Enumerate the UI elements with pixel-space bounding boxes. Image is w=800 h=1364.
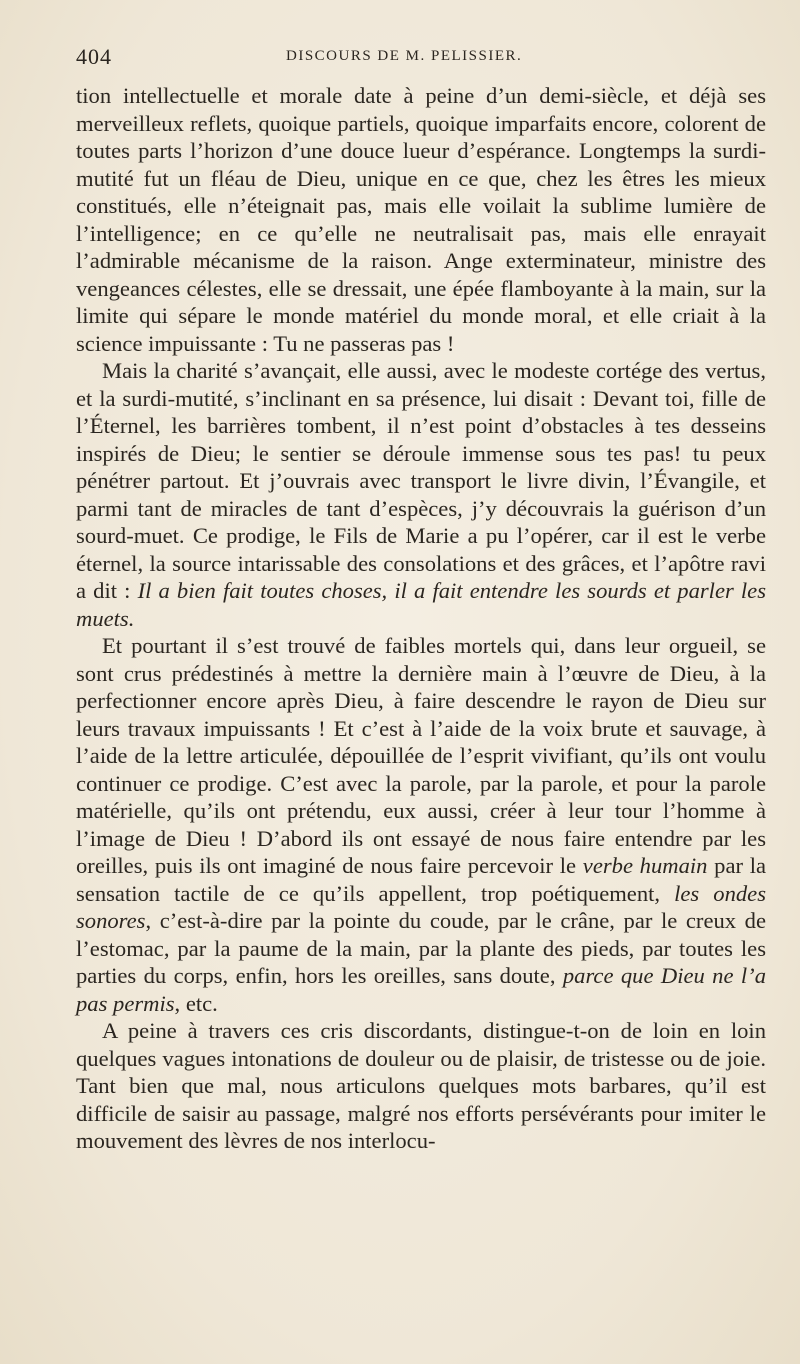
italic-phrase: les ondes sonores: [76, 880, 766, 933]
italic-phrase: parce que Dieu ne l’a pas permis: [76, 963, 766, 1016]
paragraph-text: Et pourtant il s’est trouvé de faibles mortels qui, dans leur orgueil, se sont crus prédestinés à mettre la dernière main à l’œuvre de Dieu, à la perfectionner encore après Dieu, à faire descendre le rayon de Dieu sur leurs travaux impuissants ! Et c’est à l’aide de la voix brute et sauvage, à l’aide de la lettre articulée, dépouillée de l’esprit vivifiant, qu’ils ont voulu continuer ce prodige. C’est avec la parole, par la parole, et pour la parole matérielle, qu’ils ont prétendu, eux aussi, créer à leur tour l’homme à l’image de Dieu ! D’abord ils ont essayé de nous faire entendre par les oreilles, puis ils ont imaginé de nous faire percevoir le: [76, 633, 766, 878]
running-title: DISCOURS DE M. PELISSIER.: [286, 48, 523, 64]
paragraph-text: A peine à travers ces cris discordants, distingue-t-on de loin en loin quelques vagues intonations de douleur ou de plaisir, de tristesse ou de joie. Tant bien que mal, nous articulons quelques mots barbares, qu’il est difficile de saisir au passage, malgré nos efforts persévérants pour imiter le mouvement des lèvres de nos interlocu-: [76, 1018, 766, 1153]
italic-phrase: verbe humain: [582, 853, 708, 878]
paragraph-text: par la sensation tactile de ce qu’ils appellent, trop poétiquement,: [76, 853, 767, 906]
paragraph-text: Mais la charité s’avançait, elle aussi, avec le modeste cortége des vertus, et la surdi-mutité, s’inclinant en sa présence, lui disait : Devant toi, fille de l’Éternel, les barrières tombent, il n’est point d’obstacles à tes desseins inspirés de Dieu; le sentier se déroule immense sous tes pas! tu peux pénétrer partout. Et j’ouvrais avec transport le livre divin, l’Évangile, et parmi tant de miracles de tant d’espèces, j’y découvrais la guérison d’un sourd-muet. Ce prodige, le Fils de Marie a pu l’opérer, car il est le verbe éternel, la source intarissable des consolations et des grâces, et l’apôtre ravi a dit :: [76, 358, 766, 603]
paragraph: [76, 1017, 766, 1155]
running-head: [76, 40, 766, 74]
paragraph-text: , etc.: [174, 990, 218, 1016]
body-text: [76, 82, 766, 1155]
paragraph: [76, 357, 766, 632]
paragraph: [76, 632, 766, 1017]
page-number: 404: [76, 44, 112, 69]
paragraph-continuation: [76, 82, 766, 357]
paragraph-text: , c’est-à-dire par la pointe du coude, par le crâne, par le creux de l’estomac, par la paume de la main, par la plante des pieds, par toutes les parties du corps, enfin, hors les oreilles, sans doute,: [76, 908, 766, 988]
italic-quote: Il a bien fait toutes choses, il a fait entendre les sourds et parler les muets.: [76, 578, 766, 631]
paragraph-text: tion intellectuelle et morale date à peine d’un demi-siècle, et déjà ses merveilleux reflets, quoique partiels, quoique imparfaits encore, colorent de toutes parts l’horizon d’une douce lueur d’espérance. Longtemps la surdi-mutité fut un fléau de Dieu, unique en ce que, chez les êtres les mieux constitués, elle n’éteignait pas, mais elle voilait la sublime lumière de l’intelligence; en ce qu’elle ne neutralisait pas, mais elle enrayait l’admirable mécanisme de la raison. Ange exterminateur, ministre des vengeances célestes, elle se dressait, une épée flamboyante à la main, sur la limite qui sépare le monde matériel du monde moral, et elle criait à la science impuissante : Tu ne passeras pas !: [76, 83, 766, 356]
